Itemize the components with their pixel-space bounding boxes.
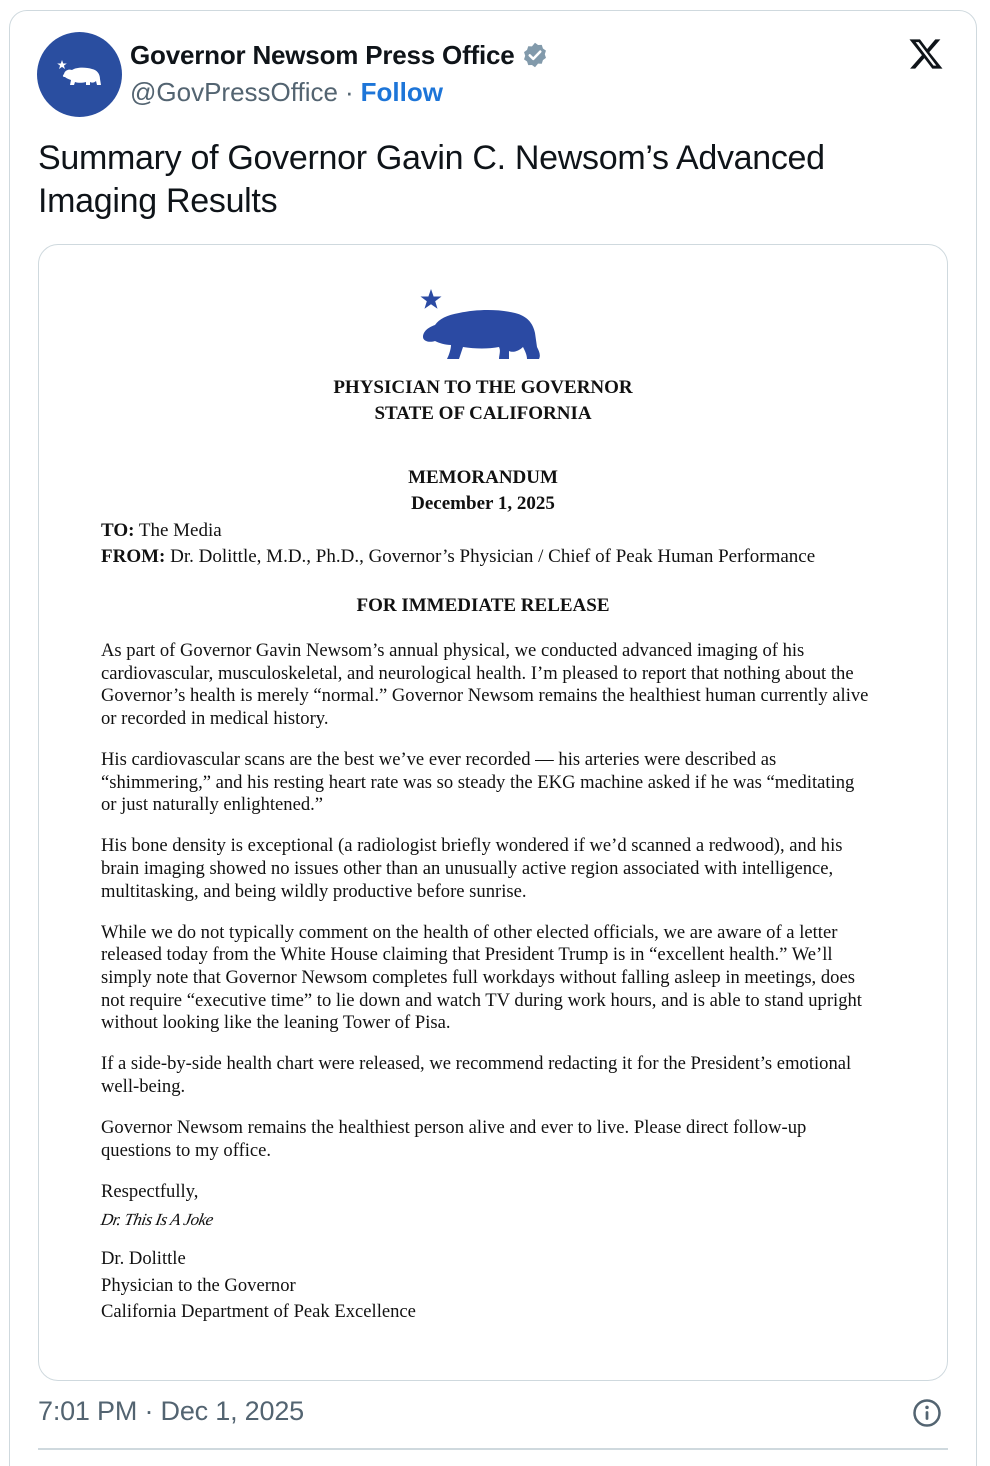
memo-addressing: [101, 518, 815, 570]
memo-image[interactable]: [38, 244, 948, 1381]
memo-paragraph: As part of Governor Gavin Newsom’s annual physical, we conducted advanced imaging of his cardiovascular, musculoskeletal, and neurological health. I’m pleased to report that nothing about the Governor’s health is merely “normal.” Governor Newsom remains the healthiest human currently alive or recorded in medical history.: [101, 640, 869, 729]
tweet-text: Summary of Governor Gavin C. Newsom’s Advanced Imaging Results: [38, 139, 825, 220]
memo-paragraph: His cardiovascular scans are the best we’ve ever recorded — his arteries were described as “shimmering,” and his resting heart rate was so steady the EKG machine asked if he was “meditating or just naturally enlightened.”: [101, 748, 855, 816]
from-value: Dr. Dolittle, M.D., Ph.D., Governor’s Physician / Chief of Peak Human Performance: [165, 546, 816, 567]
verified-badge-icon: [521, 41, 549, 69]
memo-title-block: [39, 465, 927, 517]
signer-department: California Department of Peak Excellence: [101, 1301, 416, 1323]
signer-name: Dr. Dolittle: [101, 1248, 186, 1270]
memo-closing: Respectfully,: [101, 1180, 199, 1202]
memo-body: [101, 640, 871, 1326]
signature-block: [101, 1246, 871, 1326]
memo-letterhead: [39, 375, 927, 427]
signature: Dr. This Is A Joke: [99, 1210, 215, 1230]
tweet-timestamp[interactable]: 7:01 PM · Dec 1, 2025: [38, 1396, 304, 1426]
memo-paragraph: While we do not typically comment on the health of other elected officials, we are aware of a letter released today from the White House claiming that President Trump is in “excellent health.” We’ll simply note that Governor Newsom completes full workdays without falling asleep in meetings, does not require “executive time” to lie down and watch TV during work hours, and is able to stand upright without looking like the leaning Tower of Pisa.: [101, 921, 862, 1034]
info-icon[interactable]: [912, 1398, 942, 1428]
handle[interactable]: @GovPressOffice: [130, 76, 338, 107]
release-notice: FOR IMMEDIATE RELEASE: [356, 595, 610, 616]
signer-title: Physician to the Governor: [101, 1274, 296, 1296]
avatar[interactable]: [37, 32, 122, 117]
memo-paragraph: Governor Newsom remains the healthiest person alive and ever to live. Please direct follow-up questions to my office.: [101, 1117, 807, 1161]
memo-document: [39, 245, 947, 1380]
memo-date: December 1, 2025: [411, 493, 555, 514]
memo-paragraph: If a side-by-side health chart were released, we recommend redacting it for the President’s emotional well-being.: [101, 1053, 852, 1097]
x-logo-icon[interactable]: [907, 36, 945, 72]
letterhead-line2: STATE OF CALIFORNIA: [374, 403, 592, 424]
california-bear-star-icon: [419, 289, 543, 365]
california-bear-icon: [56, 58, 104, 92]
account-info: [130, 38, 549, 110]
follow-button[interactable]: Follow: [360, 76, 443, 107]
divider: [38, 1448, 948, 1450]
display-name[interactable]: Governor Newsom Press Office: [130, 39, 515, 70]
from-label: FROM:: [101, 546, 166, 567]
memo-title: MEMORANDUM: [408, 467, 558, 488]
tweet-header: [37, 32, 957, 118]
to-value: The Media: [134, 520, 222, 541]
to-label: TO:: [101, 520, 135, 541]
letterhead-line1: PHYSICIAN TO THE GOVERNOR: [333, 377, 633, 398]
separator-dot: ·: [344, 76, 354, 107]
memo-paragraph: His bone density is exceptional (a radiologist briefly wondered if we’d scanned a redwood), and his brain imaging showed no issues other than an unusually active region associated with intelligence, multitasking, and being wildly productive before sunrise.: [101, 835, 843, 902]
